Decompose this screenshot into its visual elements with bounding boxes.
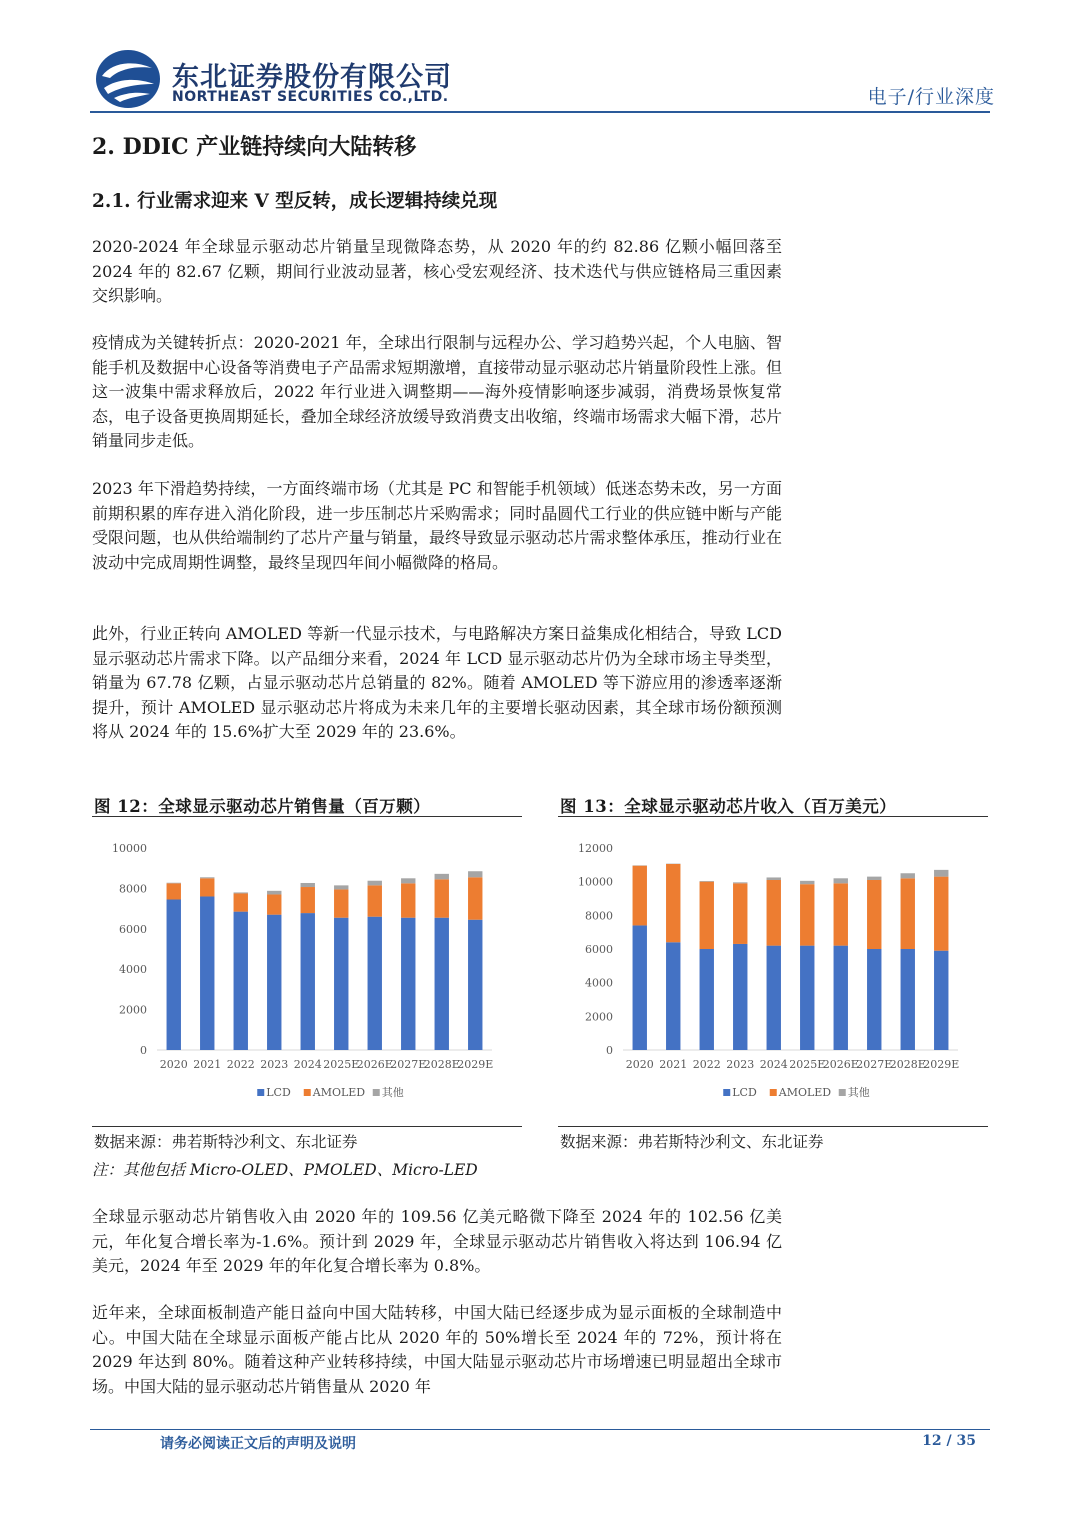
bar-lcd-2023 xyxy=(267,915,281,1050)
x-tick-label: 2025E xyxy=(789,1058,826,1071)
legend-swatch xyxy=(373,1089,380,1096)
bar--2024 xyxy=(767,877,781,880)
paragraph-6: 近年来，全球面板制造产能日益向中国大陆转移，中国大陆已经逐步成为显示面板的全球制造中心。中国大陆在全球显示面板产能占比从 2020 年的 50%增长至 2024 年的 72%，预计将在 2029 年达到 80%。随着这种产业转移持续，中国大陆显示驱动芯片市场增速已明显超出全球市场。中国大陆的显示驱动芯片销售量从 2020 年 xyxy=(92,1303,782,1396)
bar-amoled-2025E xyxy=(334,889,348,917)
bar--2026E xyxy=(368,881,382,886)
legend-label: AMOLED xyxy=(312,1086,366,1099)
company-logo-icon xyxy=(94,48,162,110)
paragraph-4: 此外，行业正转向 AMOLED 等新一代显示技术，与电路解决方案日益集成化相结合，导致 LCD 显示驱动芯片需求下降。以产品细分来看，2024 年 LCD 显示驱动芯片仍为全球市场主导类型，销量为 67.78 亿颗，占显示驱动芯片总销量的 82%。随着 AMOLED 等下游应用的渗透率逐渐提升，预计 AMOLED 显示驱动芯片将成为未来几年的主要增长驱动因素，其全球市场份额预测将从 2024 年的 15.6%扩大至 2029 年的 23.6%。 xyxy=(92,624,782,742)
bar-amoled-2029E xyxy=(934,877,948,951)
bar-lcd-2028E xyxy=(901,949,915,1050)
bar-amoled-2020 xyxy=(633,866,647,926)
page-number: 12 / 35 xyxy=(922,1433,976,1449)
x-tick-label: 2022 xyxy=(226,1058,255,1071)
bar-lcd-2028E xyxy=(435,918,449,1050)
bar-lcd-2022 xyxy=(234,912,248,1050)
bar-amoled-2023 xyxy=(267,894,281,914)
figure-13-top-rule xyxy=(558,816,988,817)
header-divider xyxy=(90,111,990,113)
y-tick-label: 4000 xyxy=(119,963,147,977)
bar-amoled-2027E xyxy=(867,880,881,949)
bar-lcd-2024 xyxy=(767,946,781,1050)
chart-revenue xyxy=(558,828,988,1118)
bar-lcd-2026E xyxy=(368,917,382,1050)
x-tick-label: 2028E xyxy=(423,1058,460,1071)
y-tick-label: 10000 xyxy=(578,875,613,889)
bar--2025E xyxy=(334,885,348,889)
bar-lcd-2029E xyxy=(468,920,482,1050)
bar-lcd-2021 xyxy=(666,942,680,1050)
legend-label: LCD xyxy=(732,1086,757,1099)
bar-amoled-2026E xyxy=(368,885,382,916)
figure-13-bottom-rule xyxy=(558,1126,988,1127)
paragraph-1: 2020-2024 年全球显示驱动芯片销量呈现微降态势，从 2020 年的约 82.86 亿颗小幅回落至 2024 年的 82.67 亿颗，期间行业波动显著，核心受宏观经济、技术迭代与供应链格局三重因素交织影响。 xyxy=(92,237,782,306)
bar-amoled-2023 xyxy=(733,883,747,944)
paragraph-2: 疫情成为关键转折点：2020-2021 年，全球出行限制与远程办公、学习趋势兴起，个人电脑、智能手机及数据中心设备等消费电子产品需求短期激增，直接带动显示驱动芯片销量阶段性上涨。但这一波集中需求释放后，2022 年行业进入调整期——海外疫情影响逐步减弱，消费场景恢复常态，电子设备更换周期延长，叠加全球经济放缓导致消费支出收缩，终端市场需求大幅下滑，芯片销量同步走低。 xyxy=(92,333,782,451)
paragraph-5: 全球显示驱动芯片销售收入由 2020 年的 109.56 亿美元略微下降至 2024 年的 102.56 亿美元，年化复合增长率为-1.6%。预计到 2029 年，全球显示驱动芯片销售收入将达到 106.94 亿美元，2024 年至 2029 年的年化复合增长率为 0.8%。 xyxy=(92,1207,782,1276)
bar-lcd-2023 xyxy=(733,944,747,1050)
bar--2023 xyxy=(733,882,747,883)
x-tick-label: 2026E xyxy=(356,1058,393,1071)
footer-divider xyxy=(90,1429,990,1430)
bar-lcd-2021 xyxy=(200,896,214,1050)
x-tick-label: 2023 xyxy=(726,1058,755,1071)
section-title: 2. DDIC 产业链持续向大陆转移 xyxy=(92,134,417,160)
figure-13-source: 数据来源：弗若斯特沙利文、东北证券 xyxy=(560,1133,824,1151)
footer-disclaimer: 请务必阅读正文后的声明及说明 xyxy=(160,1436,356,1452)
y-tick-label: 8000 xyxy=(585,909,613,923)
subsection-title: 2.1. 行业需求迎来 V 型反转，成长逻辑持续兑现 xyxy=(92,191,498,212)
y-tick-label: 10000 xyxy=(112,842,147,855)
y-tick-label: 6000 xyxy=(585,943,613,956)
bar--2029E xyxy=(468,871,482,877)
x-tick-label: 2029E xyxy=(457,1058,494,1071)
x-tick-label: 2020 xyxy=(159,1058,188,1071)
x-tick-label: 2026E xyxy=(822,1058,859,1071)
figure-13-title: 图 13：全球显示驱动芯片收入（百万美元） xyxy=(560,797,897,816)
x-tick-label: 2020 xyxy=(625,1058,654,1071)
y-tick-label: 2000 xyxy=(119,1003,147,1017)
bar-amoled-2020 xyxy=(167,883,181,899)
x-tick-label: 2021 xyxy=(659,1058,688,1071)
company-name-en: NORTHEAST SECURITIES CO.,LTD. xyxy=(172,89,449,105)
bar-amoled-2029E xyxy=(468,877,482,919)
bar--2024 xyxy=(301,883,315,887)
company-name-cn: 东北证券股份有限公司 xyxy=(172,62,452,93)
figure-12-source: 数据来源：弗若斯特沙利文、东北证券 xyxy=(94,1133,358,1151)
bar--2021 xyxy=(200,877,214,878)
bar-lcd-2025E xyxy=(334,918,348,1050)
legend-swatch xyxy=(770,1089,777,1096)
x-tick-label: 2025E xyxy=(323,1058,360,1071)
x-tick-label: 2022 xyxy=(692,1058,721,1071)
bar--2028E xyxy=(435,874,449,879)
x-tick-label: 2027E xyxy=(390,1058,427,1071)
bar-amoled-2021 xyxy=(200,878,214,896)
figure-12-bottom-rule xyxy=(92,1126,522,1127)
paragraph-3: 2023 年下滑趋势持续，一方面终端市场（尤其是 PC 和智能手机领域）低迷态势未改，另一方面前期积累的库存进入消化阶段，进一步压制芯片采购需求；同时晶圆代工行业的供应链中断与产能受限问题，也从供给端制约了芯片产量与销量，最终导致显示驱动芯片需求整体承压，推动行业在波动中完成周期性调整，最终呈现四年间小幅微降的格局。 xyxy=(92,479,782,572)
x-tick-label: 2029E xyxy=(923,1058,960,1071)
y-tick-label: 12000 xyxy=(578,842,613,855)
figure-12-top-rule xyxy=(92,816,522,817)
y-tick-label: 6000 xyxy=(119,922,147,936)
bar--2025E xyxy=(800,881,814,884)
bar--2022 xyxy=(234,892,248,893)
legend-swatch xyxy=(304,1089,311,1096)
chart-sales-volume xyxy=(92,828,522,1118)
x-tick-label: 2024 xyxy=(759,1058,788,1071)
x-tick-label: 2027E xyxy=(856,1058,893,1071)
legend-label: 其他 xyxy=(381,1086,404,1099)
bar-amoled-2025E xyxy=(800,884,814,945)
bar-lcd-2022 xyxy=(700,949,714,1050)
bar--2029E xyxy=(934,870,948,877)
bar--2026E xyxy=(834,878,848,883)
x-tick-label: 2021 xyxy=(193,1058,222,1071)
bar-amoled-2028E xyxy=(901,878,915,949)
legend-label: 其他 xyxy=(847,1086,870,1099)
bar-amoled-2026E xyxy=(834,883,848,945)
bar-amoled-2022 xyxy=(234,893,248,911)
bar--2022 xyxy=(700,881,714,882)
x-tick-label: 2028E xyxy=(889,1058,926,1071)
bar-amoled-2028E xyxy=(435,879,449,917)
bar-lcd-2027E xyxy=(401,918,415,1050)
y-tick-label: 2000 xyxy=(585,1010,613,1024)
bar--2027E xyxy=(401,878,415,883)
bar-amoled-2024 xyxy=(767,880,781,946)
bar-lcd-2020 xyxy=(167,900,181,1050)
bar--2020 xyxy=(167,883,181,884)
bar--2028E xyxy=(901,873,915,878)
bar--2027E xyxy=(867,877,881,880)
legend-label: AMOLED xyxy=(778,1086,832,1099)
legend-swatch xyxy=(723,1089,730,1096)
bar-lcd-2029E xyxy=(934,951,948,1050)
bar-lcd-2024 xyxy=(301,913,315,1050)
bar-amoled-2024 xyxy=(301,887,315,913)
bar-lcd-2026E xyxy=(834,946,848,1050)
figure-12-title: 图 12：全球显示驱动芯片销售量（百万颗） xyxy=(94,797,431,816)
legend-label: LCD xyxy=(266,1086,291,1099)
bar-lcd-2025E xyxy=(800,946,814,1050)
figure-note: 注：其他包括 Micro-OLED、PMOLED、Micro-LED xyxy=(92,1161,478,1179)
x-tick-label: 2024 xyxy=(293,1058,322,1071)
legend-swatch xyxy=(257,1089,264,1096)
y-tick-label: 4000 xyxy=(585,976,613,990)
x-tick-label: 2023 xyxy=(260,1058,289,1071)
y-tick-label: 0 xyxy=(140,1044,147,1057)
y-tick-label: 8000 xyxy=(119,882,147,896)
bar-amoled-2022 xyxy=(700,882,714,949)
y-tick-label: 0 xyxy=(606,1044,613,1057)
section-tag: 电子/行业深度 xyxy=(867,86,995,108)
bar--2023 xyxy=(267,891,281,895)
bar-amoled-2021 xyxy=(666,864,680,942)
bar-amoled-2027E xyxy=(401,883,415,917)
bar-lcd-2020 xyxy=(633,925,647,1050)
legend-swatch xyxy=(839,1089,846,1096)
bar-lcd-2027E xyxy=(867,949,881,1050)
